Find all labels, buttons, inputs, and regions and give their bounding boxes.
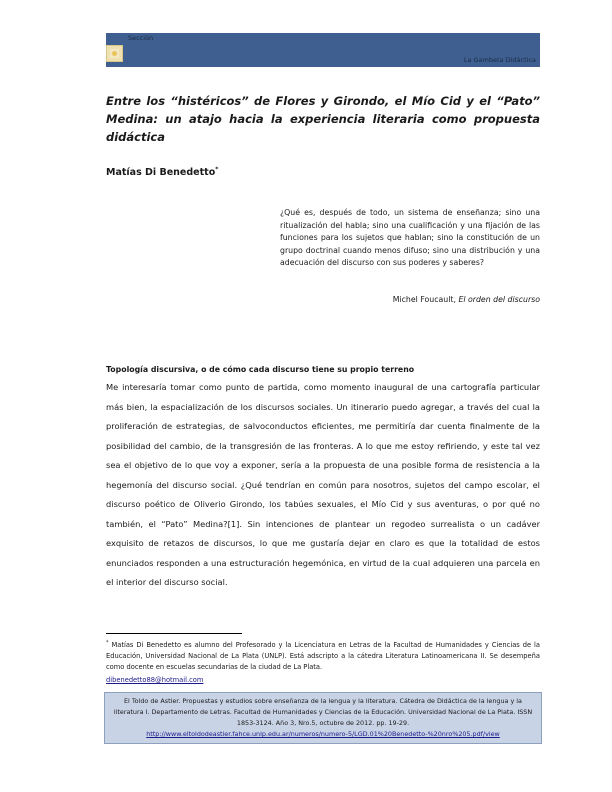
epigraph-author: Michel Foucault, bbox=[392, 295, 456, 304]
journal-logo-icon bbox=[106, 45, 123, 62]
author-name: Matías Di Benedetto bbox=[106, 167, 216, 179]
footnote-text: Matías Di Benedetto es alumno del Profesorado y la Licenciatura en Letras de la Facultad de Humanidades y Ciencias de la Educación, Universidad Nacional de La Plata (UNLP). Está adscripto a la cátedra Literatura Latinoamericana II. Se desempeña como docente en escuelas secundarias de la ciudad de La Plata. bbox=[106, 641, 540, 672]
epigraph-quote: ¿Qué es, después de todo, un sistema de enseñanza; sino una ritualización del habla; sino una cualificación y una fijación de las funciones para los sujetos que hablan; sino la constitución de un grupo doctrinal cuando menos difuso; sino una distribución y una adecuación del discurso con sus poderes y saberes? bbox=[280, 208, 540, 267]
epigraph-work: El orden del discurso bbox=[458, 295, 540, 304]
article-title: Entre los “histéricos” de Flores y Girondo, el Mío Cid y el “Pato” Medina: un atajo hacia la experiencia literaria como propuesta didáctica bbox=[106, 94, 540, 144]
article-author bbox=[106, 166, 218, 178]
footnote bbox=[106, 638, 540, 673]
section-heading: Topología discursiva, o de cómo cada discurso tiene su propio terreno bbox=[106, 365, 415, 374]
footnote-mark: * bbox=[106, 640, 109, 646]
journal-name: La Gambeta Didáctica bbox=[463, 56, 536, 64]
citation-text: El Toldo de Astier. Propuestas y estudios sobre enseñanza de la lengua y la literatura. Cátedra de Didáctica de la lengua y la literatura I. Departamento de Letras. Facultad de Humanidades y Ciencias de la Educación. Universidad Nacional de La Plata. ISSN 1853-3124. Año 3, Nro.5, octubre de 2012. pp. 19-29. bbox=[113, 697, 533, 727]
section-label: Sección bbox=[128, 34, 154, 42]
epigraph-source bbox=[280, 295, 540, 304]
footnote-divider bbox=[106, 633, 242, 634]
citation-url-link[interactable]: http://www.eltoldodeastier.fahce.unlp.edu.ar/numeros/numero-5/LGD.01%20Benedetto-%20nro%205.pdf/view bbox=[146, 730, 500, 738]
citation-box bbox=[104, 692, 542, 744]
author-email-link[interactable]: dibenedetto88@hotmail.com bbox=[106, 676, 204, 684]
author-footnote-mark[interactable]: * bbox=[215, 166, 219, 173]
body-paragraph: Me interesaría tomar como punto de partida, como momento inaugural de una cartografía particular más bien, la espacialización de los discursos sociales. Un itinerario puedo agregar, a través del cual la proliferación de estrategias, de salvoconductos eficientes, me permitiría dar cuenta finalmente de la posibilidad del cambio, de la transgresión de las fronteras. A lo que me estoy refiriendo, y este tal vez sea el objetivo de lo que voy a exponer, sería a la propuesta de una posible forma de resistencia a la hegemonía del discurso social. ¿Qué tendrían en común para nosotros, sujetos del campo escolar, el discurso poético de Oliverio Girondo, los tabúes sexuales, el Mío Cid y sus aventuras, o por qué no también, el “Pato” Medina?[1]. Sin intenciones de plantear un regodeo surrealista o un cadáver exquisito de retazos de discursos, lo que me gustaría dejar en claro es que la totalidad de estos enunciados responden a una estructuración hegemónica, en virtud de la cual adquieren una parcela en el interior del discurso social. bbox=[106, 382, 540, 587]
